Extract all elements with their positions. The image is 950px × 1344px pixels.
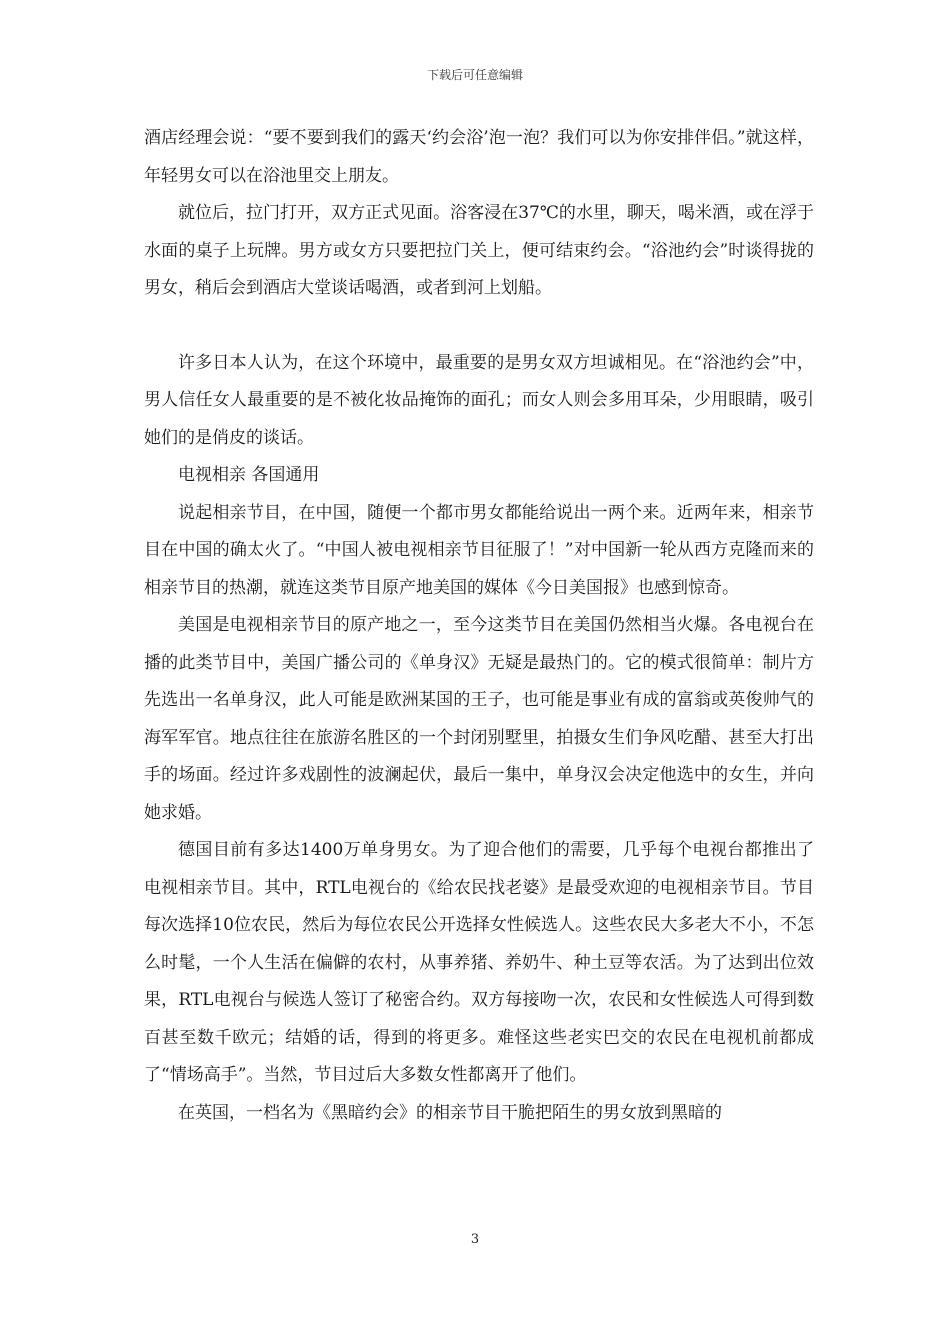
paragraph: 美国是电视相亲节目的原产地之一，至今这类节目在美国仍然相当火爆。各电视台在播的此类节目中，美国广播公司的《单身汉》无疑是最热门的。它的模式很简单：制片方先选出一名单身汉，此人可能是欧洲某国的王子，也可能是事业有成的富翁或英俊帅气的海军军官。地点往往在旅游名胜区的一个封闭别墅里，拍摄女生们争风吃醋、甚至大打出手的场面。经过许多戏剧性的波澜起伏，最后一集中，单身汉会决定他选中的女生，并向她求婚。: [144, 615, 814, 823]
paragraph: 酒店经理会说：“要不要到我们的露天‘约会浴’泡一泡？我们可以为你安排伴侣。”就这样，年轻男女可以在浴池里交上朋友。: [144, 128, 814, 186]
paragraph: 说起相亲节目，在中国，随便一个都市男女都能给说出一两个来。近两年来，相亲节目在中国的确太火了。“中国人被电视相亲节目征服了！”对中国新一轮从西方克隆而来的相亲节目的热潮，就连这类节目原产地美国的媒体《今日美国报》也感到惊奇。: [144, 502, 814, 598]
page-header: 下载后可任意编辑: [426, 68, 523, 82]
paragraph: 在英国，一档名为《黑暗约会》的相亲节目干脆把陌生的男女放到黑暗的: [178, 1102, 722, 1123]
page-number: 3: [470, 1232, 480, 1247]
paragraph: 许多日本人认为，在这个环境中，最重要的是男女双方坦诚相见。在“浴池约会”中，男人信任女人最重要的是不被化妆品掩饰的面孔；而女人则会多用耳朵，少用眼睛，吸引她们的是俏皮的谈话。: [144, 352, 814, 448]
paragraph-gap: [144, 308, 814, 345]
section-heading: 电视相亲 各国通用: [178, 465, 320, 485]
paragraph: 德国目前有多达1400万单身男女。为了迎合他们的需要，几乎每个电视台都推出了电视相亲节目。其中，RTL电视台的《给农民找老婆》是最受欢迎的电视相亲节目。节目每次选择10位农民，然后为每位农民公开选择女性候选人。这些农民大多老大不小，不怎么时髦，一个人生活在偏僻的农村，从事养猪、养奶牛、种土豆等农活。为了达到出位效果，RTL电视台与候选人签订了秘密合约。双方每接吻一次，农民和女性候选人可得到数百甚至数千欧元；结婚的话，得到的将更多。难怪这些老实巴交的农民在电视机前都成了“情场高手”。当然，节目过后大多数女性都离开了他们。: [144, 840, 814, 1085]
paragraph: 就位后，拉门打开，双方正式见面。浴客浸在37℃的水里，聊天，喝米酒，或在浮于水面的桌子上玩牌。男方或女方只要把拉门关上，便可结束约会。“浴池约会”时谈得拢的男女，稍后会到酒店大堂谈话喝酒，或者到河上划船。: [144, 203, 814, 298]
document-body: [144, 120, 814, 1132]
